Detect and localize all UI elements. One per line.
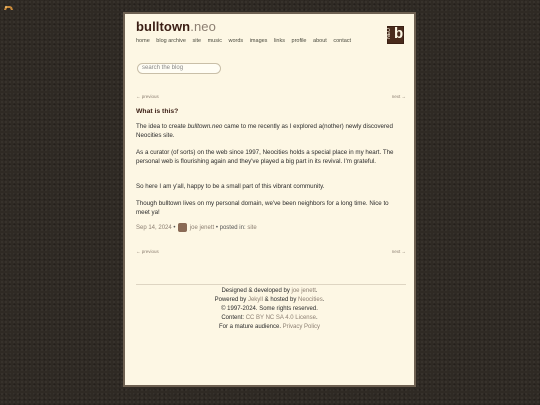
post-date: Sep 14, 2024 [136,225,172,232]
nav-site[interactable]: site [192,38,202,44]
footer-audience: For a mature audience. Privacy Policy [218,324,321,330]
nav-words[interactable]: words [228,38,244,44]
nav-links[interactable]: links [273,38,285,44]
footer-powered: Powered by Jekyll & hosted by Neocities. [214,297,325,303]
page-card [123,12,416,387]
post-title: What is this? [136,108,179,115]
nav-home[interactable]: home [136,38,150,44]
nav-music[interactable]: music [207,38,222,44]
post-meta [136,223,257,232]
footer-divider [136,284,406,285]
footer-credit: Designed & developed by joe jenett. [221,288,318,294]
logo-neo-label: NEO [386,28,392,39]
next-link[interactable]: next → [391,94,406,99]
privacy-link[interactable]: Privacy Policy [282,324,321,330]
post-paragraph: As a curator (of sorts) on the web since 1997, Neocities holds a special place in my heart. The personal web is flourishing again and they've played a big part in its revival. I'm grateful. [136,149,394,165]
footer-copyright: © 1997-2024. Some rights reserved. [221,306,318,312]
post-paragraph: So here I am y'all, happy to be a small part of this vibrant community. [136,183,325,190]
search-input[interactable]: search the blog [137,63,221,74]
footer-license: Content: CC BY NC SA 4.0 License. [221,315,318,321]
site-title[interactable]: bulltown.neo [136,19,216,34]
footer [125,287,414,332]
nav-profile[interactable]: profile [291,38,307,44]
author-link[interactable]: joe jenett [189,225,215,232]
category-link[interactable]: site [247,225,257,232]
jekyll-link[interactable]: Jekyll [247,297,263,303]
meta-bullet: • [173,225,176,232]
previous-link[interactable]: ← previous [136,94,159,99]
post-paragraph: The idea to create bulltown.neo came to me recently as I explored a(nother) newly discovered Neocities site. [136,123,393,139]
neocities-link[interactable]: Neocities [298,297,323,303]
author-avatar [178,223,187,232]
nav-about[interactable]: about [313,38,327,44]
nav-images[interactable]: images [249,38,268,44]
next-link[interactable]: next → [391,249,406,254]
main-nav [136,38,356,44]
site-logo[interactable] [387,26,404,44]
license-link[interactable]: CC BY NC SA 4.0 License [245,315,316,321]
nav-blog-archive[interactable]: blog archive [156,38,186,44]
post-paragraph: Though bulltown lives on my personal domain, we've been neighbors for a long time. Nice to meet ya! [136,200,389,216]
previous-link[interactable]: ← previous [136,249,159,254]
logo-letter: b [394,25,404,42]
posted-in-label: • posted in: [215,225,246,232]
bull-icon [3,4,14,12]
nav-contact[interactable]: contact [333,38,352,44]
designer-link[interactable]: joe jenett [291,288,316,294]
